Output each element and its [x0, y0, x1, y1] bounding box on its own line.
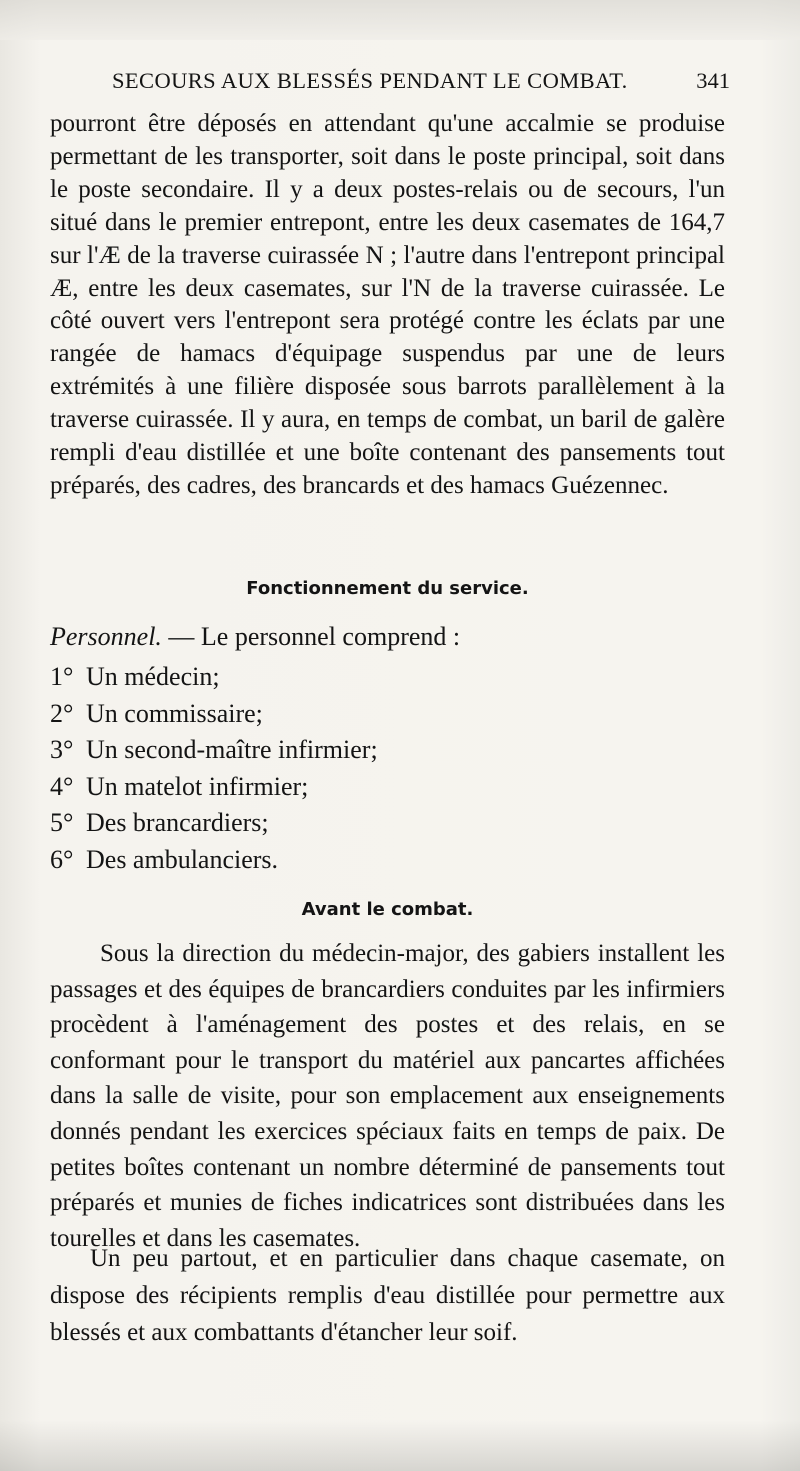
list-item-text: Des ambulanciers.: [86, 844, 279, 874]
list-item: [50, 659, 450, 696]
page-bottom-shadow: [0, 1420, 800, 1471]
list-item-number: 2°: [50, 698, 74, 728]
list-item: [50, 805, 450, 842]
avant-combat-paragraph-2: Un peu partout, et en particulier dans chaque casemate, on dispose des récipients remplis d'eau distillée pour permettre aux blessés et aux combattants d'étancher leur soif.: [50, 1245, 725, 1346]
list-item: [50, 769, 450, 806]
personnel-label: Personnel.: [50, 622, 162, 651]
page-top-shadow: [0, 0, 800, 40]
list-item-text: Un matelot infirmier;: [86, 771, 309, 801]
list-item-text: Un médecin;: [86, 662, 220, 691]
running-header: [112, 64, 730, 98]
list-item-text: Un second-maître infirmier;: [86, 735, 378, 765]
list-item: [50, 842, 450, 879]
list-item-number: 5°: [50, 808, 74, 838]
list-item-number: 3°: [50, 735, 74, 765]
list-item-number: 4°: [50, 771, 74, 801]
intro-paragraph: pourront être déposés en attendant qu'une accalmie se produise permettant de les transporter, soit dans le poste principal, soit dans le poste secondaire. Il y a deux postes-relais ou de secours, l'un situé dans le premier entrepont, entre les deux casemates de 164,7 sur l'Æ de la traverse cuirassée N ; l'autre dans l'entrepont principal Æ, entre les deux casemates, sur l'N de la traverse cuirassée. Le côté ouvert vers l'entrepont sera protégé contre les éclats par une rangée de hamacs d'équipage suspendus par une de leurs extrémités à une filière disposée sous barrots parallèlement à la traverse cuirassée. Il y aura, en temps de combat, un baril de galère rempli d'eau distillée et une boîte contenant des pansements tout préparés, des cadres, des brancards et des hamacs Guézennec.: [50, 110, 725, 499]
list-item-text: Un commissaire;: [86, 698, 263, 728]
page-number: 341: [696, 68, 730, 93]
list-item-number: 1°: [50, 662, 74, 691]
avant-combat-paragraph-1: Sous la direction du médecin-major, des gabiers installent les passages et des équipes de brancardiers conduites par les infirmiers procèdent à l'aménagement des postes et des relais, en se conformant pour le transport du matériel aux pancartes affichées dans la salle de visite, pour son emplacement aux enseignements donnés pendant les exercices spéciaux faits en temps de paix. De petites boîtes contenant un nombre déterminé de pansements tout préparés et munies de fiches indicatrices sont distribuées dans les tourelles et dans les casemates.: [50, 940, 725, 1252]
personnel-text: — Le personnel comprend :: [161, 622, 461, 651]
list-item-text: Des brancardiers;: [86, 808, 269, 838]
running-header-title: SECOURS AUX BLESSÉS PENDANT LE COMBAT.: [112, 68, 628, 93]
list-item: [50, 732, 450, 769]
personnel-line: [50, 619, 725, 655]
personnel-list: [50, 659, 450, 879]
list-item: [50, 696, 450, 733]
section-heading-fonctionnement: Fonctionnement du service.: [246, 578, 529, 599]
section-heading-avant-combat: Avant le combat.: [301, 899, 474, 920]
list-item-number: 6°: [50, 844, 74, 874]
